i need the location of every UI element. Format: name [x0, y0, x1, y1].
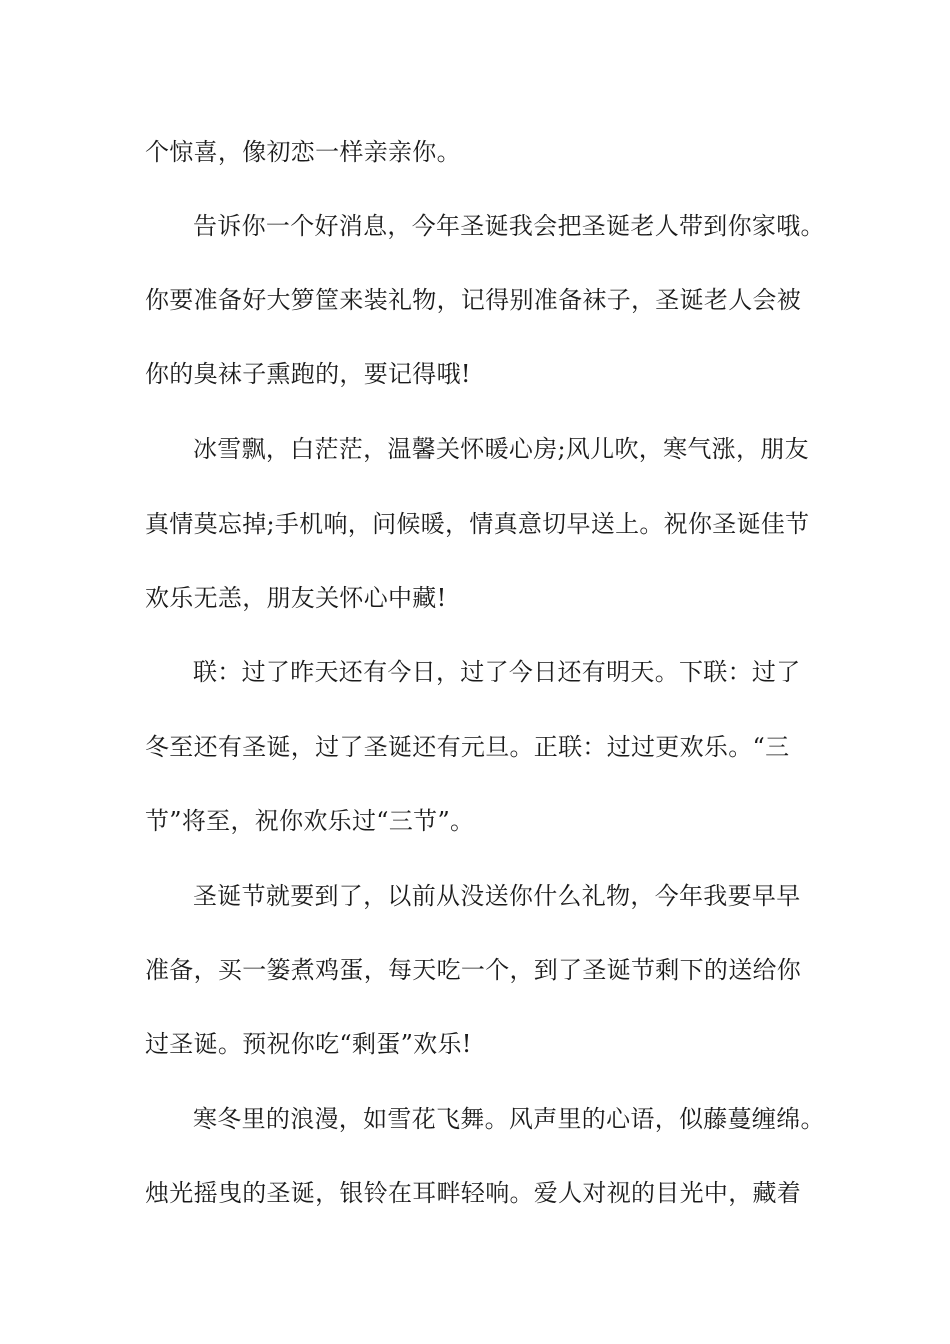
paragraph-first-line: 冰雪飘，白茫茫，温馨关怀暖心房;风儿吹，寒气涨，朋友 [193, 435, 809, 463]
paragraph-first-line: 寒冬里的浪漫，如雪花飞舞。风声里的心语，似藤蔓缠绵。 [193, 1105, 825, 1133]
text-line: 节”将至，祝你欢乐过“三节”。 [145, 807, 475, 835]
text-line: 欢乐无恙，朋友关怀心中藏! [145, 584, 447, 612]
text-line: 准备，买一篓煮鸡蛋，每天吃一个，到了圣诞节剩下的送给你 [145, 956, 802, 984]
text-line: 你的臭袜子熏跑的，要记得哦! [145, 360, 471, 388]
text-line: 个惊喜，像初恋一样亲亲你。 [145, 138, 461, 166]
text-line: 过圣诞。预祝你吃“剩蛋”欢乐! [145, 1030, 472, 1058]
paragraph-first-line: 联：过了昨天还有今日，过了今日还有明天。下联：过了 [193, 658, 801, 686]
text-line: 冬至还有圣诞，过了圣诞还有元旦。正联：过过更欢乐。“三 [145, 733, 790, 761]
text-line: 真情莫忘掉;手机响，问候暖，情真意切早送上。祝你圣诞佳节 [145, 510, 810, 538]
text-line: 你要准备好大箩筐来装礼物，记得别准备袜子，圣诞老人会被 [145, 286, 802, 314]
text-line: 烛光摇曳的圣诞，银铃在耳畔轻响。爱人对视的目光中，藏着 [145, 1179, 802, 1207]
paragraph-first-line: 告诉你一个好消息，今年圣诞我会把圣诞老人带到你家哦。 [193, 212, 825, 240]
paragraph-first-line: 圣诞节就要到了，以前从没送你什么礼物，今年我要早早 [193, 882, 801, 910]
